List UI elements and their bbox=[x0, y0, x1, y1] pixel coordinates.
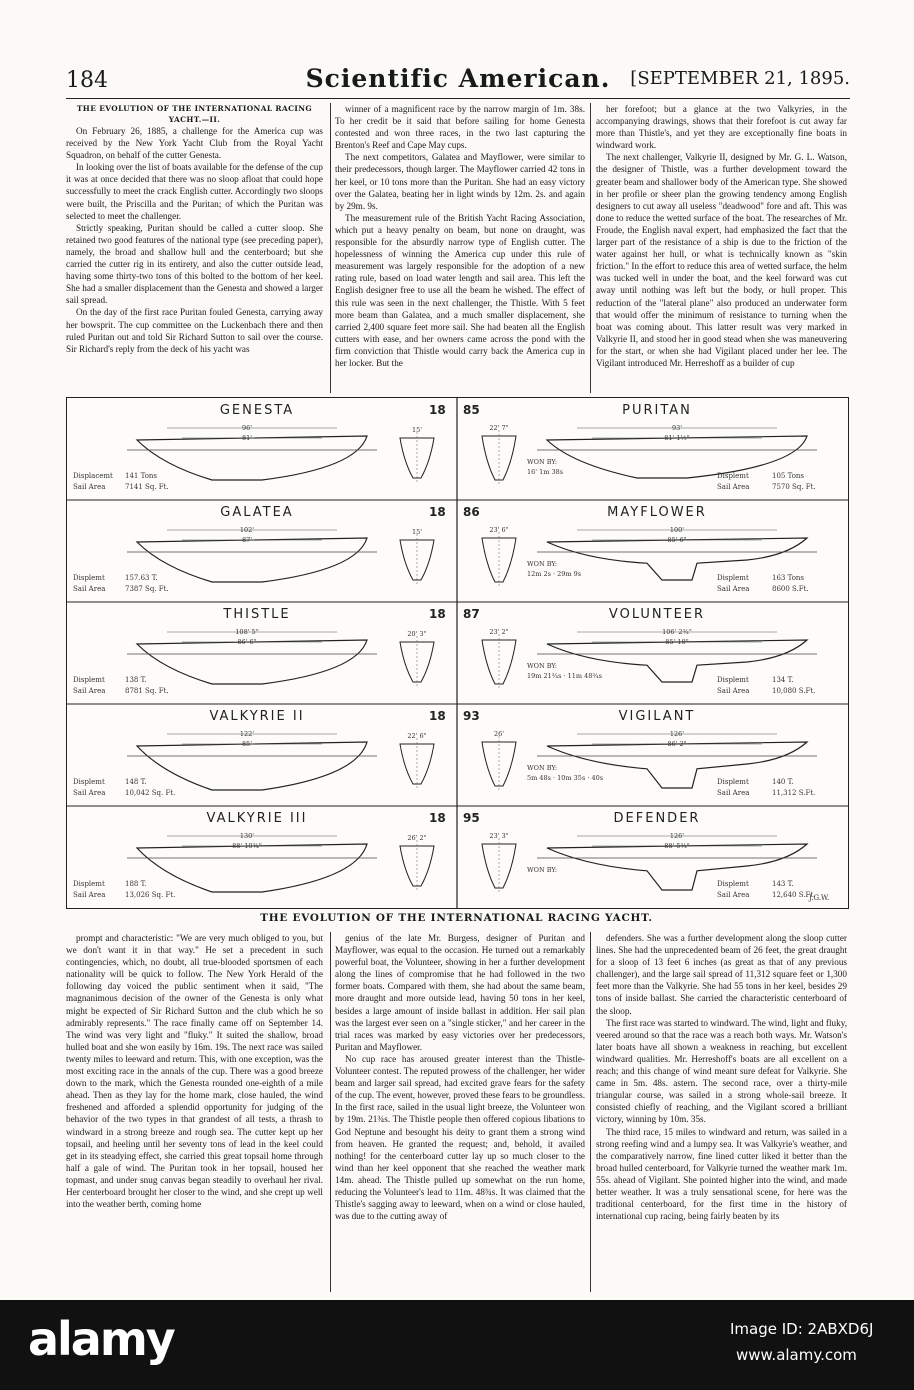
column-divider bbox=[590, 103, 591, 393]
yacht-plan-left bbox=[73, 505, 446, 593]
article-paragraph: The next competitors, Galatea and Mayflower, were similar to their predecessors, though larger. The Mayflower carried 42 tons in her keel, or 10 tons more than the Puritan. She had an easy victory over the Galatea, beating her in light winds by 12m. 2s. and again by 29m. 9s. bbox=[335, 152, 585, 211]
displacement-label: Displemt bbox=[73, 880, 105, 888]
yacht-name: VOLUNTEER bbox=[608, 607, 706, 622]
sail-area-value: 13,026 Sq. Ft. bbox=[125, 891, 176, 899]
beam-label: 15' bbox=[411, 528, 423, 536]
yacht-name: THISTLE bbox=[223, 607, 291, 622]
column-divider bbox=[330, 932, 331, 1292]
page-header bbox=[66, 60, 850, 100]
displacement-value: 134 T. bbox=[772, 676, 794, 684]
displacement-value: 188 T. bbox=[125, 880, 147, 888]
article-paragraph: her forefoot; but a glance at the two Valkyries, in the accompanying drawings, shows that their forefoot is cut away far more than Thistle's, and yet they are exceptionally fine boats in windward work. bbox=[596, 104, 847, 151]
image-id: Image ID: 2ABXD6J bbox=[730, 1320, 874, 1338]
yacht-name: GENESTA bbox=[219, 403, 295, 418]
displacement-label: Displemt bbox=[73, 778, 105, 786]
sail-area-label: Sail Area bbox=[717, 687, 750, 695]
beam-label: 22' 7" bbox=[489, 424, 509, 432]
length-overall-label: 102' bbox=[239, 526, 255, 534]
length-overall-label: 96' bbox=[241, 424, 253, 432]
beam-label: 26' 2" bbox=[407, 834, 427, 842]
sail-area-value: 8781 Sq. Ft. bbox=[125, 687, 169, 695]
article-paragraph: winner of a magnificent race by the narrow margin of 1m. 38s. To her credit be it said that before sailing for home Genesta contested and won three races, in the two last capturing the Brenton's Reef and Cape May cups. bbox=[335, 104, 585, 151]
sail-area-label: Sail Area bbox=[717, 483, 750, 491]
won-by-detail: 16' 1m 38s bbox=[527, 468, 564, 476]
waterline-length-label: 86' 6" bbox=[237, 638, 257, 646]
won-by-label: WON BY: bbox=[527, 662, 558, 670]
sail-area-label: Sail Area bbox=[73, 687, 106, 695]
figure-caption: THE EVOLUTION OF THE INTERNATIONAL RACING YACHT. bbox=[260, 912, 653, 924]
sail-area-label: Sail Area bbox=[73, 789, 106, 797]
column-divider bbox=[590, 932, 591, 1292]
yacht-year-prefix: 18 bbox=[429, 505, 446, 519]
won-by-detail: 12m 2s · 29m 9s bbox=[527, 570, 582, 578]
yacht-year-prefix: 18 bbox=[429, 607, 446, 621]
waterline-length-label: 85' bbox=[241, 740, 253, 748]
waterline-length-label: 85' 10" bbox=[665, 638, 689, 646]
yacht-plan-left bbox=[73, 811, 446, 899]
hull-profile bbox=[137, 538, 367, 582]
article-paragraph: genius of the late Mr. Burgess, designer of Puritan and Mayflower, was equal to the occasion. He turned out a remarkably powerful boat, the Volunteer, showing in her a further development along the lines of compromise that he had followed in the two former boats. Compared with them, she had about the same beam, more draught and more outside lead, having 50 tons in her keel, besides a large amount of inside ballast in addition. Her sail plan was the largest ever seen on a "single sticker," and her career in the trial races was marked by easy victories over her predecessors, Puritan and Mayflower. bbox=[335, 933, 585, 1052]
yacht-year-prefix: 18 bbox=[429, 811, 446, 825]
waterline-length-label: 88' 10¾" bbox=[232, 842, 262, 850]
yacht-year-suffix: 85 bbox=[463, 403, 480, 417]
article-paragraph: On the day of the first race Puritan fouled Genesta, carrying away her bowsprit. The cup committee on the Luckenbach there and then ruled Puritan out and told Sir Richard Sutton to sail over the course. Sir Richard's reply from the deck of his yacht was bbox=[66, 307, 323, 354]
site-url: www.alamy.com bbox=[736, 1346, 857, 1364]
sail-area-value: 10,080 S.Ft. bbox=[772, 687, 816, 695]
article-column-top-2 bbox=[335, 103, 585, 393]
beam-label: 22' 6" bbox=[407, 732, 427, 740]
article-paragraph: The next challenger, Valkyrie II, designed by Mr. G. L. Watson, the designer of Thistle, was a further development toward the greater beam and shallower body of the American type. She showed in her profile or sheer plan the growing tendency among English designers to cut away all useless "deadwood" fore and aft. This was done to reduce the wetted surface of the boat. The researches of Mr. Froude, the English naval expert, had emphasized the fact that the larger part of the resistance of a ship is due to the friction of the water against her hull, or what is technically known as "skin friction." In the effort to reduce this area of wetted surface, the helm was tucked well in under the boat, and the keel forward was cut away until nothing was left but the body, or hull proper. This reduction of the "lateral plane" also produced an underwater form that would offer the minimum of resistance to turning when the boat was coming about. This latter result was very marked in Valkyrie II, and stood her in good stead when she was maneuvering for the start, or when she had Vigilant placed under her lee. The Vigilant introduced Mr. Herreshoff as a builder of cup bbox=[596, 152, 847, 368]
yacht-year-prefix: 18 bbox=[429, 403, 446, 417]
displacement-label: Displemt bbox=[717, 574, 749, 582]
won-by-label: WON BY: bbox=[527, 764, 558, 772]
displacement-label: Displemt bbox=[73, 574, 105, 582]
displacement-value: 138 T. bbox=[125, 676, 147, 684]
article-paragraph: In looking over the list of boats available for the defense of the cup it was at once decided that there was no sloop afloat that could hope successfully to meet the crack English cutter. Accordingly two sloops were built, the Priscilla and the Puritan; of which the Puritan was selected to meet the challenger. bbox=[66, 162, 323, 221]
beam-label: 20' 3" bbox=[407, 630, 427, 638]
length-overall-label: 108' 5" bbox=[235, 628, 259, 636]
sail-area-label: Sail Area bbox=[717, 891, 750, 899]
yacht-year-suffix: 87 bbox=[463, 607, 480, 621]
beam-label: 23' 3" bbox=[489, 832, 509, 840]
beam-label: 23' 2" bbox=[489, 628, 509, 636]
sail-area-value: 7387 Sq. Ft. bbox=[125, 585, 169, 593]
yacht-name: MAYFLOWER bbox=[607, 505, 707, 520]
masthead: Scientific American. bbox=[305, 64, 611, 93]
displacement-label: Displemt bbox=[73, 676, 105, 684]
article-column-bottom-3 bbox=[596, 932, 847, 1292]
length-overall-label: 126' bbox=[669, 832, 685, 840]
yacht-plan-left bbox=[73, 607, 446, 695]
yacht-year-suffix: 86 bbox=[463, 505, 480, 519]
waterline-length-label: 88' 5¾" bbox=[664, 842, 690, 850]
displacement-label: Displemt bbox=[717, 676, 749, 684]
hull-profile bbox=[137, 742, 367, 790]
beam-label: 15' bbox=[411, 426, 423, 434]
yacht-plan-right bbox=[463, 505, 817, 593]
displacement-value: 141 Tons bbox=[125, 472, 158, 480]
yacht-year-suffix: 95 bbox=[463, 811, 480, 825]
displacement-value: 140 T. bbox=[772, 778, 794, 786]
hull-profile bbox=[137, 640, 367, 684]
displacement-label: Displemt bbox=[717, 778, 749, 786]
alamy-logo: alamy bbox=[28, 1312, 174, 1366]
displacement-label: Displemt bbox=[717, 880, 749, 888]
sail-area-label: Sail Area bbox=[73, 483, 106, 491]
hull-profile bbox=[547, 844, 807, 890]
length-overall-label: 106' 2¾" bbox=[662, 628, 692, 636]
won-by-label: WON BY: bbox=[527, 560, 558, 568]
sail-area-value: 7570 Sq. Ft. bbox=[772, 483, 816, 491]
displacement-label: Displacemt bbox=[73, 472, 113, 480]
page-number: 184 bbox=[66, 68, 108, 93]
yacht-name: VIGILANT bbox=[618, 709, 696, 724]
displacement-label: Displemt bbox=[717, 472, 749, 480]
beam-label: 23' 6" bbox=[489, 526, 509, 534]
article-heading: THE EVOLUTION OF THE INTERNATIONAL RACING YACHT.—II. bbox=[76, 104, 313, 124]
sail-area-value: 12,640 S.Ft. bbox=[772, 891, 816, 899]
yacht-plan-right bbox=[463, 607, 817, 695]
yacht-name: DEFENDER bbox=[613, 811, 701, 826]
length-overall-label: 126' bbox=[669, 730, 685, 738]
article-paragraph: The third race, 15 miles to windward and return, was sailed in a strong reefing wind and a lumpy sea. It was Valkyrie's weather, and the comparatively narrow, fine lined cutter liked it better than the broad hulled centerboard, for Valkyrie turned the weather mark 1m. 55s. ahead of Vigilant. She pointed higher into the wind, and made better weather. It was a truly sensational scene, for here was the traditional centerboard, for the first time in the history of international cup racing, being fairly beaten by its bbox=[596, 1126, 847, 1222]
article-paragraph: prompt and characteristic: "We are very much obliged to you, but we don't want it in that way." He set a precedent in such contingencies, which, no doubt, all true-blooded sportsmen of each nationality will be quick to follow. The New York Herald of the following day voiced the public sentiment when it said, "The magnanimous decision of the owner of the Genesta is only what might be expected of Sir Richard Sutton and the club which he so admirably represents." The race finally came off on September 14. The wind was very light and "fluky." It suited the shallow, broad hulled boat and she won easily by 16m. 19s. The next race was sailed twenty miles to leeward and return. This, with one exception, was the most exciting race in the annals of the cup. There was a good breeze down to the mark, which the Genesta rounded one-eighth of a mile ahead. Then as they lay for the home mark, close hauled, the wind freshened and afforded a splendid opportunity for judging of the behavior of the two types in that grandest of all tests, a thrash to windward in a strong breeze and rough sea. The cutter kept up her topsail, and heeling until her seventy tons of lead in the keel could get in its steadying effect, she carried this great topsail home through half a gale of wind. The Puritan took in her topsail, housed her topmast, and under snug canvas began steadily to overhaul her rival. Her centerboard brought her closer to the wind, and she crept up well into the weather berth, coming home bbox=[66, 933, 323, 1210]
beam-label: 26' bbox=[493, 730, 505, 738]
yacht-plans-drawing bbox=[67, 398, 848, 908]
article-column-top-1 bbox=[66, 103, 323, 393]
won-by-detail: 5m 48s · 10m 35s · 40s bbox=[527, 774, 604, 782]
waterline-length-label: 87' bbox=[241, 536, 253, 544]
yacht-name: GALATEA bbox=[220, 505, 294, 520]
artist-signature: J.G.W. bbox=[809, 894, 830, 902]
yacht-year-prefix: 18 bbox=[429, 709, 446, 723]
yacht-plan-right bbox=[463, 811, 817, 899]
sail-area-label: Sail Area bbox=[73, 891, 106, 899]
length-overall-label: 130' bbox=[239, 832, 255, 840]
hull-profile bbox=[137, 436, 367, 480]
waterline-length-label: 85' 6" bbox=[667, 536, 687, 544]
sail-area-value: 8600 S.Ft. bbox=[772, 585, 809, 593]
sail-area-value: 11,312 S.Ft. bbox=[772, 789, 816, 797]
article-paragraph: The measurement rule of the British Yacht Racing Association, which put a heavy penalty on beam, but none on draught, was responsible for the absurdly narrow type of English cutter. The hopelessness of winning the America cup under this rule of measurement was largely responsible for the adoption of a new rating rule, based on load water length and sail area. This left the English designer free to use all the beam he wished. The effect of this rule was seen in the next challenger, the Thistle. With 5 feet more beam than Galatea, and a much smaller displacement, she carried 2,400 square feet more sail. She had beaten all the English cutters with ease, and her owners came across the pond with the firm conviction that Thistle would carry back the America cup in her locker. But the bbox=[335, 212, 585, 368]
hull-profile bbox=[137, 844, 367, 892]
waterline-length-label: 81' 1½" bbox=[664, 434, 690, 442]
article-column-bottom-2 bbox=[335, 932, 585, 1292]
length-overall-label: 122' bbox=[239, 730, 255, 738]
hull-profile bbox=[547, 436, 807, 478]
yacht-plan-right bbox=[463, 403, 817, 491]
article-paragraph: Strictly speaking, Puritan should be called a cutter sloop. She retained two good features of the national type (see preceding paper), namely, the broad and shallow hull and the centerboard; but she carried the cutter rig in its entirety, and also the cutter outside lead, having some thirty-two tons of this bolted to the bottom of her keel. She had a smaller displacement than the Genesta and showed a larger sail spread. bbox=[66, 222, 323, 306]
won-by-detail: 19m 21¾s · 11m 48¾s bbox=[527, 672, 603, 680]
yacht-plan-left bbox=[73, 709, 446, 797]
yacht-name: PURITAN bbox=[622, 403, 692, 418]
displacement-value: 143 T. bbox=[772, 880, 794, 888]
issue-date: [SEPTEMBER 21, 1895. bbox=[630, 68, 850, 89]
hull-profile bbox=[547, 538, 807, 580]
yacht-name: VALKYRIE II bbox=[209, 709, 305, 724]
displacement-value: 157.63 T. bbox=[125, 574, 158, 582]
sail-area-value: 10,042 Sq. Ft. bbox=[125, 789, 176, 797]
displacement-value: 163 Tons bbox=[772, 574, 805, 582]
won-by-label: WON BY: bbox=[527, 458, 558, 466]
displacement-value: 105 Tons bbox=[772, 472, 805, 480]
yacht-evolution-figure bbox=[66, 397, 849, 909]
sail-area-label: Sail Area bbox=[717, 585, 750, 593]
yacht-plan-left bbox=[73, 403, 446, 491]
length-overall-label: 93' bbox=[671, 424, 683, 432]
article-paragraph: The first race was started to windward. The wind, light and fluky, veered around so that the race was a reach both ways. Mr. Watson's later boats have all shown a weakness in reaching, but excellent windward qualities. Mr. Herreshoff's boats are all excellent on a reach; and this change of wind meant sure defeat for Valkyrie. She came in 5m. 48s. astern. The second race, over a thirty-mile triangular course, was sailed in a strong whole-sail breeze. It consisted chiefly of reaching, and the Vigilant scored a brilliant victory, winning by 10m. 35s. bbox=[596, 1017, 847, 1125]
waterline-length-label: 86' 2" bbox=[667, 740, 687, 748]
yacht-name: VALKYRIE III bbox=[206, 811, 308, 826]
header-rule bbox=[66, 98, 850, 99]
sail-area-value: 7141 Sq. Ft. bbox=[125, 483, 169, 491]
won-by-label: WON BY: bbox=[527, 866, 558, 874]
column-divider bbox=[330, 103, 331, 393]
sail-area-label: Sail Area bbox=[717, 789, 750, 797]
article-paragraph: defenders. She was a further development along the sloop cutter lines. She had the unprecedented beam of 26 feet, the great draught for a sloop of 13 feet 6 inches (as great as that of any previous challenger), and the large sail spread of 11,312 square feet or 1,300 feet more than the Valkyrie. She had 55 tons in her keel, besides 29 tons of inside ballast. She carried the characteristic centerboard of the sloop. bbox=[596, 933, 847, 1016]
length-overall-label: 100' bbox=[669, 526, 685, 534]
article-paragraph: No cup race has aroused greater interest than the Thistle-Volunteer contest. The reputed prowess of the challenger, her wider beam and larger sail spread, had excited grave fears for the safety of the cup. The event, however, proved these fears to be groundless. In the first race, sailed in the usual light breeze, the Volunteer won by 19m. 21¾s. The Thistle people then offered copious libations to God Neptune and besought his deity to grant them a strong wind from heaven. He granted the request; and, behold, it availed nothing! for the centerboard cutter lay up so much closer to the wind than her keel opponent that she reached the weather mark 14m. ahead. The Thistle pulled up somewhat on the run home, reducing the Volunteer's lead to 11m. 48¾s. It was claimed that the Thistle's sagging away to leeward, when on a wind or close hauled, was due to the cutting away of bbox=[335, 1053, 585, 1222]
sail-area-label: Sail Area bbox=[73, 585, 106, 593]
article-column-top-3 bbox=[596, 103, 847, 393]
article-column-bottom-1 bbox=[66, 932, 323, 1292]
waterline-length-label: 81' bbox=[241, 434, 253, 442]
yacht-year-suffix: 93 bbox=[463, 709, 480, 723]
yacht-plan-right bbox=[463, 709, 817, 797]
displacement-value: 148 T. bbox=[125, 778, 147, 786]
article-paragraph: On February 26, 1885, a challenge for the America cup was received by the New York Yacht Club from the Royal Yacht Squadron, on behalf of the cutter Genesta. bbox=[66, 126, 323, 161]
